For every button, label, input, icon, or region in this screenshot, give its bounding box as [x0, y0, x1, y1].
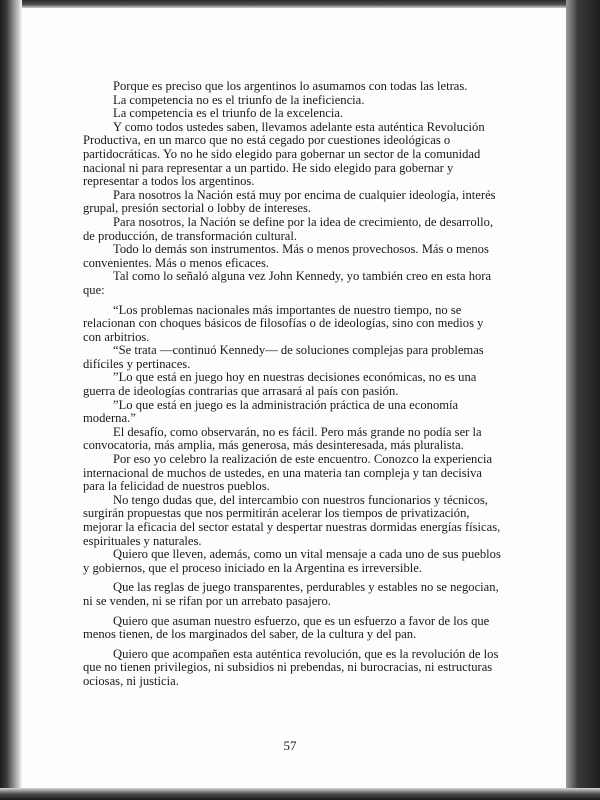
paragraph: Todo lo demás son instrumentos. Más o menos provechosos. Más o menos convenientes. Más o menos eficaces. — [83, 242, 489, 270]
scan-edge-right — [566, 0, 600, 800]
paragraph: La competencia no es el triunfo de la ineficiencia. — [113, 92, 365, 107]
paragraph: No tengo dudas que, del intercambio con nuestros funcionarios y técnicos, surgirán propuestas que nos permitirán acelerar los tiempos de privatización, mejorar la eficacia del sector estatal y despertar nuestras dormidas energías físicas, espirituales y naturales. — [83, 492, 501, 548]
scan-edge-bottom — [0, 788, 600, 800]
paragraph: “Se trata —continuó Kennedy— de soluciones complejas para problemas difíciles y pertinaces. — [83, 343, 484, 371]
paragraph: Tal como lo señaló alguna vez John Kennedy, yo también creo en esta hora que: — [83, 269, 492, 297]
paragraph: Porque es preciso que los argentinos lo asumamos con todas las letras. — [113, 79, 468, 93]
scan-edge-top — [0, 0, 600, 8]
paragraph: Quiero que asuman nuestro esfuerzo, que es un esfuerzo a favor de los que menos tienen, de los marginados del saber, de la cultura y del pan. — [83, 613, 490, 642]
body-text — [83, 80, 503, 689]
scan-edge-left — [0, 0, 22, 800]
paragraph: Y como todos ustedes saben, llevamos adelante esta auténtica Revolución Productiva, en un marco que no está cegado por cuestiones ideológicas o partidocráticas. Yo no he sido elegido para gobernar un sector de la comunidad nacional ni para representar a un partido. He sido elegido para gobernar y representar a todos los argentinos. — [83, 119, 485, 189]
paragraph: Quiero que acompañen esta auténtica revolución, que es la revolución de los que no tienen privilegios, ni subsidios ni prebendas, ni burocracias, ni estructuras ociosas, ni justicia. — [83, 646, 499, 688]
paragraph: Para nosotros, la Nación se define por la idea de crecimiento, de desarrollo, de producción, de transformación cultural. — [83, 214, 494, 243]
paragraph: “Los problemas nacionales más importantes de nuestro tiempo, no se relacionan con choques básicos de filosofías o de ideologías, sino con medios y con arbitrios. — [83, 302, 484, 344]
paragraph: ”Lo que está en juego es la administración práctica de una economía moderna.” — [83, 397, 459, 426]
paragraph: El desafío, como observarán, no es fácil. Pero más grande no podía ser la convocatoria, más amplia, más generosa, más desinteresada, más pluralista. — [83, 424, 482, 453]
paragraph: Para nosotros la Nación está muy por encima de cualquier ideología, interés grupal, presión sectorial o lobby de intereses. — [83, 187, 496, 216]
paragraph: ”Lo que está en juego hoy en nuestras decisiones económicas, no es una guerra de ideologías contrarias que arrasará al país con pasión. — [83, 370, 477, 399]
page-number: 57 — [283, 738, 297, 753]
paragraph: Quiero que lleven, además, como un vital mensaje a cada uno de sus pueblos y gobiernos, que el proceso iniciado en la Argentina es irreversible. — [83, 547, 501, 575]
paragraph: Por eso yo celebro la realización de este encuentro. Conozco la experiencia internacional de muchos de ustedes, en una materia tan compleja y tan decisiva para la felicidad de nuestros pueblos. — [83, 452, 493, 494]
paragraph: La competencia es el triunfo de la excelencia. — [113, 106, 344, 121]
paragraph: Que las reglas de juego transparentes, perdurables y estables no se negocian, ni se venden, ni se rifan por un arrebato pasajero. — [83, 580, 499, 608]
